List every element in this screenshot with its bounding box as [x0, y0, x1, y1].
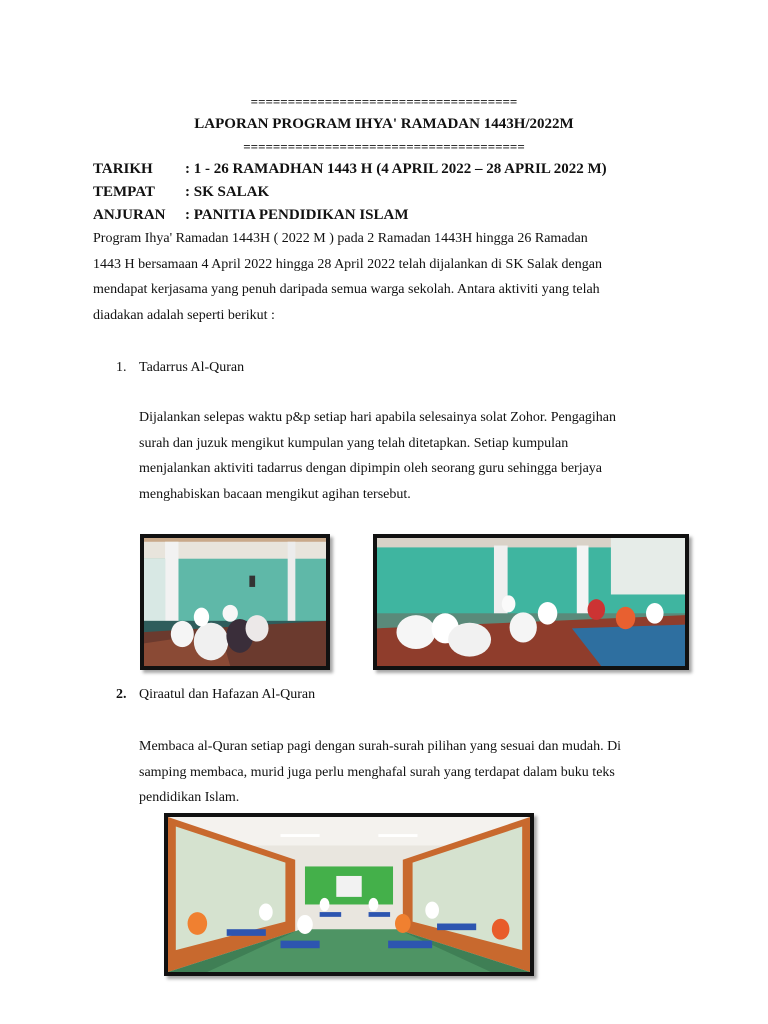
intro-line: 1443 H bersamaan 4 April 2022 hingga 28 April 2022 telah dijalankan di SK Salak dengan	[93, 256, 602, 272]
tempat-label: TEMPAT	[93, 184, 155, 200]
header-rule-top: ====================================	[250, 94, 518, 109]
tarikh-label: TARIKH	[93, 161, 153, 177]
anjuran-label: ANJURAN	[93, 207, 166, 223]
tempat-value: : SK SALAK	[185, 184, 270, 200]
section-1-line: surah dan juzuk mengikut kumpulan yang telah ditetapkan. Setiap kumpulan	[139, 435, 569, 451]
section-1-line: menjalankan aktiviti tadarrus dengan dipimpin oleh seorang guru sehingga berjaya	[139, 461, 603, 476]
intro-line: diadakan adalah seperti berikut :	[93, 307, 275, 323]
section-2-line: Membaca al-Quran setiap pagi dengan surah-surah pilihan yang sesuai dan mudah. Di	[139, 739, 622, 754]
qiraatul-photo	[164, 813, 534, 976]
tarikh-value: : 1 - 26 RAMADHAN 1443 H (4 APRIL 2022 – 28 APRIL 2022 M)	[185, 161, 607, 177]
section-1-heading: Tadarrus Al-Quran	[139, 360, 245, 375]
tadarrus-photo-2	[373, 534, 689, 670]
anjuran-value: : PANITIA PENDIDIKAN ISLAM	[185, 207, 409, 223]
header-rule-bottom: ======================================	[243, 139, 525, 154]
section-1-number: 1.	[116, 360, 127, 375]
meta-block	[93, 161, 693, 231]
section-2-paragraph	[139, 734, 675, 811]
section-1-line: menghabiskan bacaan mengikut agihan tersebut.	[139, 486, 411, 502]
section-2-line: samping membaca, murid juga perlu menghafal surah yang terdapat dalam buku teks	[139, 764, 615, 780]
intro-line: Program Ihya' Ramadan 1443H ( 2022 M ) pada 2 Ramadan 1443H hingga 26 Ramadan	[93, 231, 588, 246]
intro-line: mendapat kerjasama yang penuh daripada semua warga sekolah. Antara aktiviti yang telah	[93, 282, 600, 297]
section-2-heading: Qiraatul dan Hafazan Al-Quran	[139, 687, 316, 702]
section-1-paragraph	[139, 405, 675, 507]
intro-paragraph	[93, 226, 675, 328]
section-2-line: pendidikan Islam.	[139, 790, 240, 805]
tadarrus-photo-1	[140, 534, 330, 670]
section-2-number: 2.	[116, 687, 127, 702]
report-title: LAPORAN PROGRAM IHYA' RAMADAN 1443H/2022M	[194, 116, 574, 132]
section-1-line: Dijalankan selepas waktu p&p setiap hari apabila selesainya solat Zohor. Pengagihan	[139, 410, 617, 425]
